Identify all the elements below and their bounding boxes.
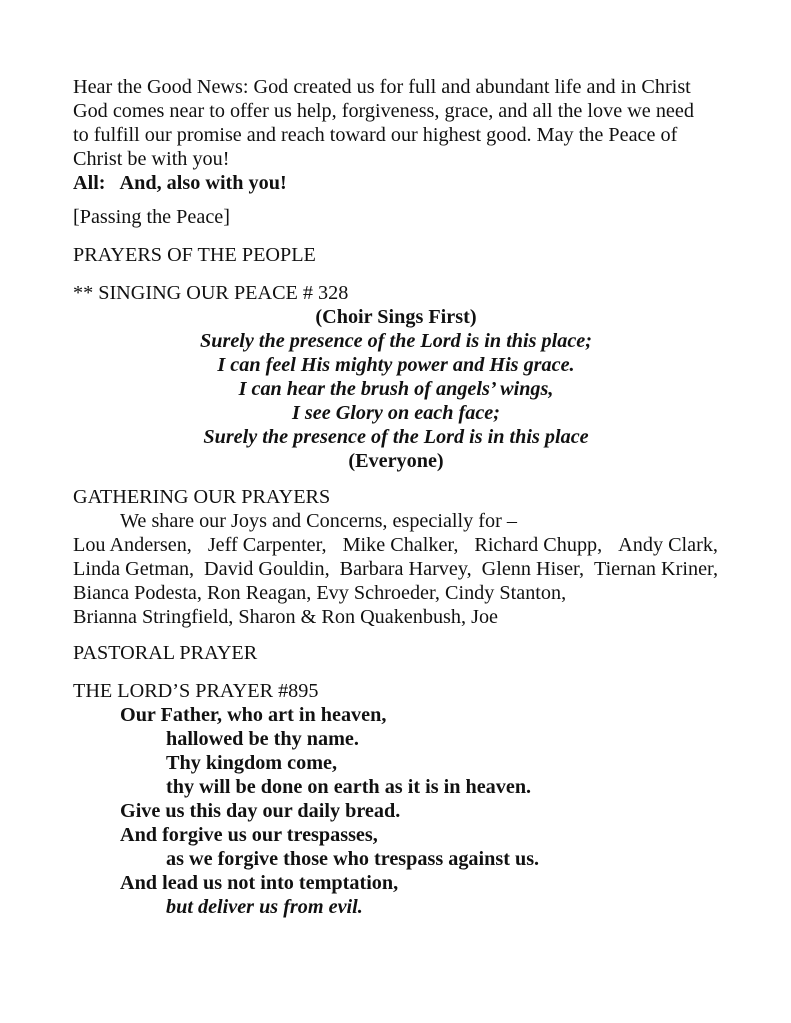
prayer-name: Linda Getman, bbox=[73, 558, 195, 580]
prayer-name: Barbara Harvey, bbox=[339, 558, 472, 580]
prayer-name: Mike Chalker, bbox=[342, 534, 459, 556]
lords-prayer-line: but deliver us from evil. bbox=[166, 896, 363, 918]
gathering-prayers-heading: GATHERING OUR PRAYERS bbox=[73, 486, 331, 508]
congregation-response: All: And, also with you! bbox=[73, 172, 287, 194]
prayer-names-line bbox=[73, 557, 718, 581]
greeting-line: God comes near to offer us help, forgiveness, grace, and all the love we need bbox=[73, 100, 694, 122]
lords-prayer-line: as we forgive those who trespass against us. bbox=[166, 848, 540, 870]
lords-prayer-line: Our Father, who art in heaven, bbox=[120, 704, 387, 726]
prayer-names-line: Bianca Podesta, Ron Reagan, Evy Schroeder, Cindy Stanton, bbox=[73, 582, 567, 604]
greeting-line: Christ be with you! bbox=[73, 148, 230, 170]
prayer-name: Tiernan Kriner, bbox=[593, 558, 718, 580]
lords-prayer-line: Give us this day our daily bread. bbox=[120, 800, 401, 822]
prayer-name: David Gouldin, bbox=[204, 558, 330, 580]
lords-prayer-line: And forgive us our trespasses, bbox=[120, 824, 378, 846]
hymn-lyric-line: Surely the presence of the Lord is in this place; bbox=[200, 330, 592, 352]
hymn-lyric-line: I see Glory on each face; bbox=[292, 402, 500, 424]
lords-prayer-line: thy will be done on earth as it is in heaven. bbox=[166, 776, 532, 798]
prayer-name: Jeff Carpenter, bbox=[207, 534, 327, 556]
prayer-name: Lou Andersen, bbox=[73, 534, 192, 556]
lords-prayer-line: hallowed be thy name. bbox=[166, 728, 359, 750]
prayers-of-the-people-heading: PRAYERS OF THE PEOPLE bbox=[73, 244, 316, 266]
everyone-note: (Everyone) bbox=[348, 450, 444, 472]
lords-prayer-line: Thy kingdom come, bbox=[166, 752, 338, 774]
prayer-name: Richard Chupp, bbox=[474, 534, 603, 556]
joys-concerns-intro: We share our Joys and Concerns, especially for – bbox=[120, 510, 517, 532]
greeting-line: Hear the Good News: God created us for full and abundant life and in Christ bbox=[73, 76, 691, 98]
choir-note: (Choir Sings First) bbox=[315, 306, 477, 328]
prayer-name: Andy Clark, bbox=[618, 534, 718, 556]
greeting-line: to fulfill our promise and reach toward our highest good. May the Peace of bbox=[73, 124, 678, 146]
pastoral-prayer-heading: PASTORAL PRAYER bbox=[73, 642, 258, 664]
hymn-lyric-line: Surely the presence of the Lord is in this place bbox=[203, 426, 589, 448]
prayer-names-line: Brianna Stringfield, Sharon & Ron Quakenbush, Joe bbox=[73, 606, 499, 628]
prayer-names-line bbox=[73, 533, 718, 557]
lords-prayer-heading: THE LORD’S PRAYER #895 bbox=[73, 680, 319, 702]
passing-peace-note: [Passing the Peace] bbox=[73, 206, 230, 228]
prayer-name: Glenn Hiser, bbox=[481, 558, 584, 580]
lords-prayer-line: And lead us not into temptation, bbox=[120, 872, 399, 894]
hymn-lyric-line: I can hear the brush of angels’ wings, bbox=[238, 378, 554, 400]
hymn-lyric-line: I can feel His mighty power and His grace. bbox=[217, 354, 575, 376]
singing-peace-heading: ** SINGING OUR PEACE # 328 bbox=[73, 282, 349, 304]
